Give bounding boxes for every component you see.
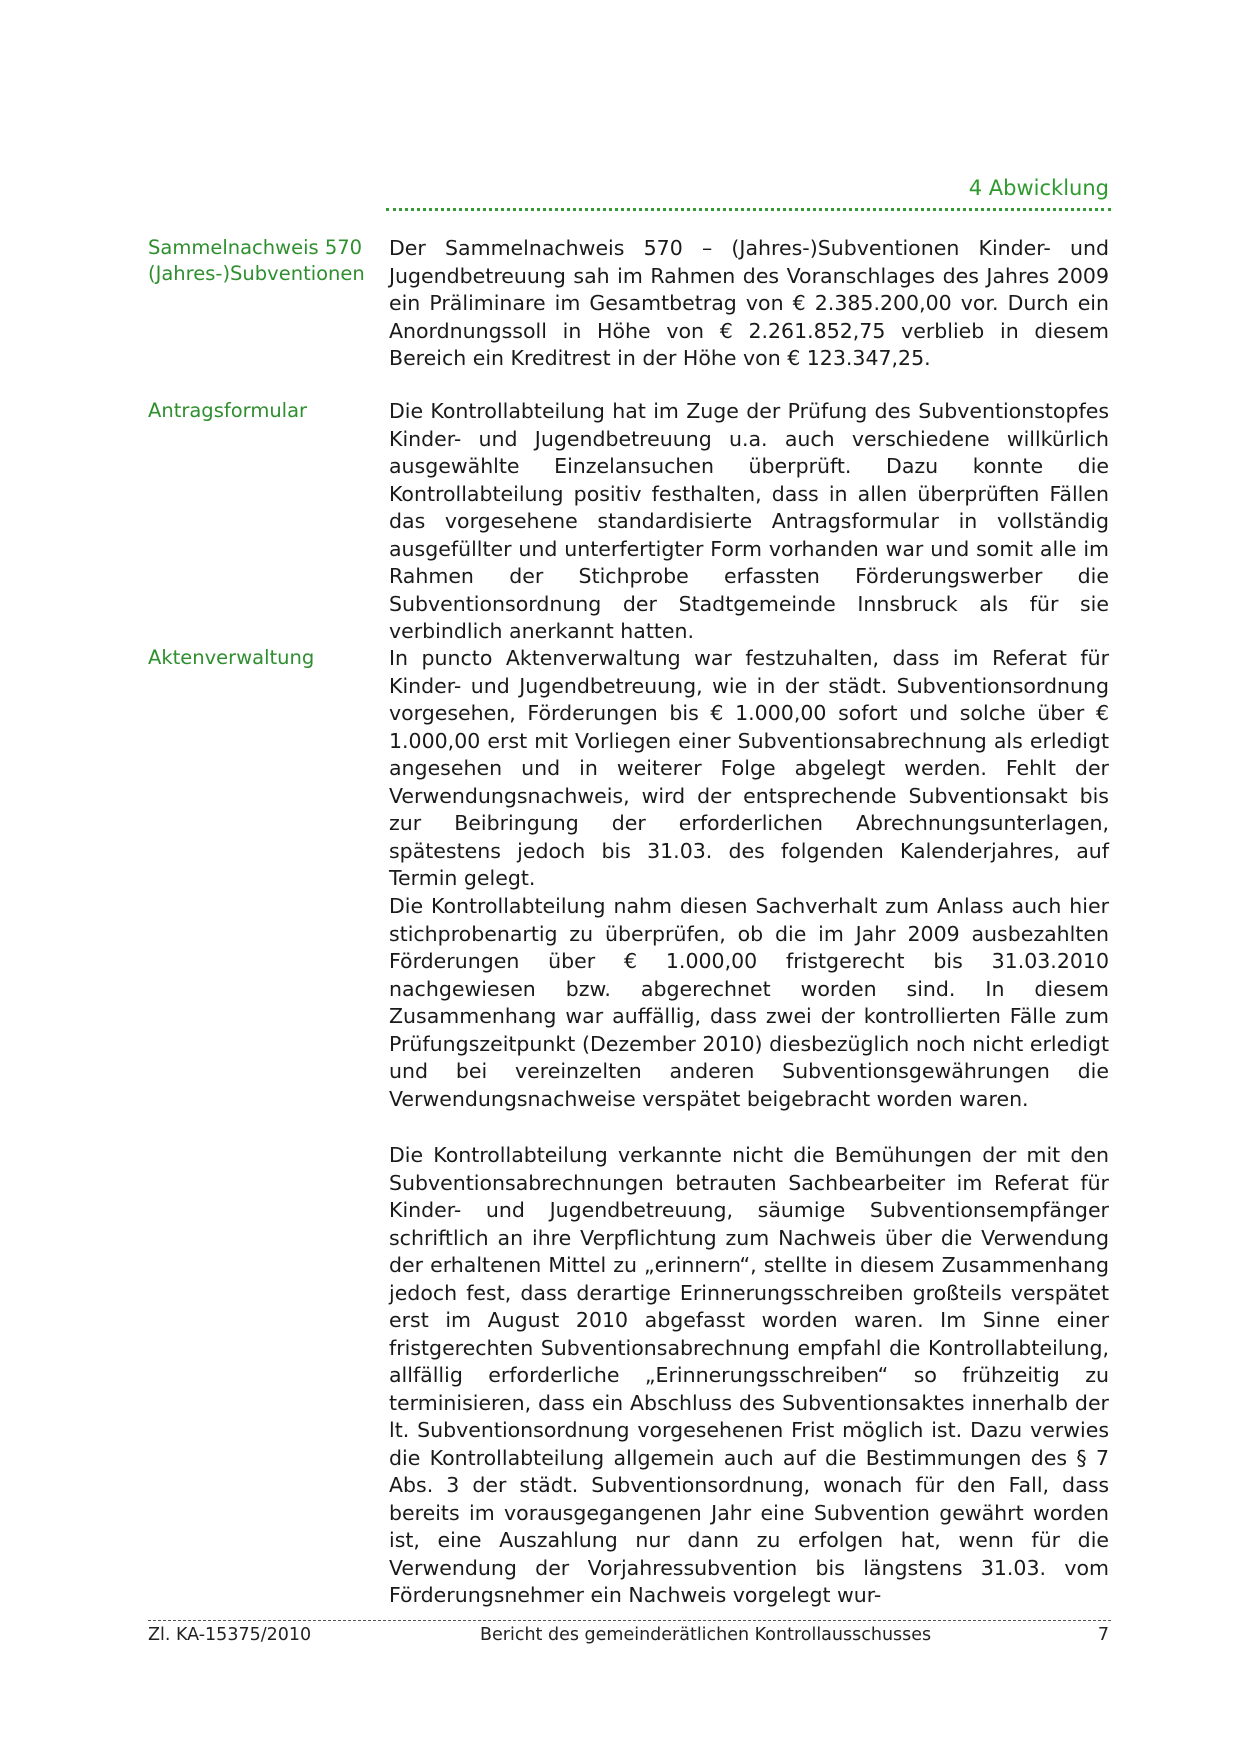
body-paragraph: Die Kontrollabteilung nahm diesen Sachverhalt zum Anlass auch hier stichprobenartig zu überprüfen, ob die im Jahr 2009 ausbezahlten Förderungen über € 1.000,00 fristgerecht bis 31.03.2010 nachgewiesen bzw. abgerechnet worden sind. In diesem Zusammenhang war auffällig, dass zwei der kontrollierten Fälle zum Prüfungszeitpunkt (Dezember 2010) diesbezüglich noch nicht erledigt und bei vereinzelten anderen Subventionsgewährungen die Verwendungsnachweise verspätet beigebracht worden waren. <box>389 894 1109 1111</box>
chapter-header <box>386 176 1111 211</box>
chapter-title: 4 Abwicklung <box>968 176 1109 200</box>
body-paragraph: Die Kontrollabteilung verkannte nicht die Bemühungen der mit den Subventionsabrechnungen betrauten Sachbearbeiter im Referat für Kinder- und Jugendbetreuung, säumige Subventionsempfänger schriftlich an ihre Verpflichtung zum Nachweis über die Verwendung der erhaltenen Mittel zu „erinnern“, stellte in diesem Zusammenhang jedoch fest, dass derartige Erinnerungsschreiben großteils verspätet erst im August 2010 abgefasst worden waren. Im Sinne einer fristgerechten Subventionsabrechnung empfahl die Kontrollabteilung, allfällig erforderliche „Erinnerungsschreiben“ so frühzeitig zu terminisieren, dass ein Abschluss des Subventionsaktes innerhalb der lt. Subventionsordnung vorgesehenen Frist möglich ist. Dazu verwies die Kontrollabteilung allgemein auch auf die Bestimmungen des § 7 Abs. 3 der städt. Subventionsordnung, wonach für den Fall, dass bereits im vorausgegangenen Jahr eine Subvention gewährt worden ist, eine Auszahlung nur dann zu erfolgen hat, wenn für die Verwendung der Vorjahressubvention bis längstens 31.03. vom Förderungsnehmer ein Nachweis vorgelegt wur- <box>389 1143 1109 1607</box>
page-number: 7 <box>1097 1625 1109 1645</box>
margin-label-antragsformular <box>148 398 378 424</box>
page-footer <box>148 1620 1111 1651</box>
footer-reference: Zl. KA-15375/2010 <box>148 1625 312 1645</box>
footer-title: Bericht des gemeinderätlichen Kontrollausschusses <box>480 1625 932 1645</box>
body-paragraph: In puncto Aktenverwaltung war festzuhalten, dass im Referat für Kinder- und Jugendbetreuung, wie in der städt. Subventionsordnung vorgesehen, Förderungen bis € 1.000,00 sofort und solche über € 1.000,00 erst mit Vorliegen einer Subventionsabrechnung als erledigt angesehen und in weiterer Folge abgelegt werden. Fehlt der Verwendungsnachweis, wird der entsprechende Subventionsakt bis zur Beibringung der erforderlichen Abrechnungsunterlagen, spätestens jedoch bis 31.03. des folgenden Kalenderjahres, auf Termin gelegt. <box>389 646 1109 890</box>
body-paragraph: Die Kontrollabteilung hat im Zuge der Prüfung des Subventionstopfes Kinder- und Jugendbetreuung u.a. auch verschiedene willkürlich ausgewählte Einzelansuchen überprüft. Dazu konnte die Kontrollabteilung positiv festhalten, dass in allen überprüften Fällen das vorgesehene standardisierte Antragsformular in vollständig ausgefüllter und unterfertigter Form vorhanden war und somit alle im Rahmen der Stichprobe erfassten Förderungswerber die Subventionsordnung der Stadtgemeinde Innsbruck als für sie verbindlich anerkannt hatten. <box>389 399 1109 643</box>
margin-label-line: Antragsformular <box>148 399 308 422</box>
margin-label-sammelnachweis <box>148 235 378 287</box>
margin-label-line: Aktenverwaltung <box>148 646 315 669</box>
margin-label-line: (Jahres-)Subventionen <box>148 262 365 285</box>
margin-label-line: Sammelnachweis 570 <box>148 236 363 259</box>
margin-label-aktenverwaltung <box>148 645 378 671</box>
body-paragraph: Der Sammelnachweis 570 – (Jahres-)Subventionen Kinder- und Jugendbetreuung sah im Rahmen des Voranschlages des Jahres 2009 ein Präliminare im Gesamtbetrag von € 2.385.200,00 vor. Durch ein Anordnungssoll in Höhe von € 2.261.852,75 verblieb in diesem Bereich ein Kreditrest in der Höhe von € 123.347,25. <box>389 236 1109 370</box>
